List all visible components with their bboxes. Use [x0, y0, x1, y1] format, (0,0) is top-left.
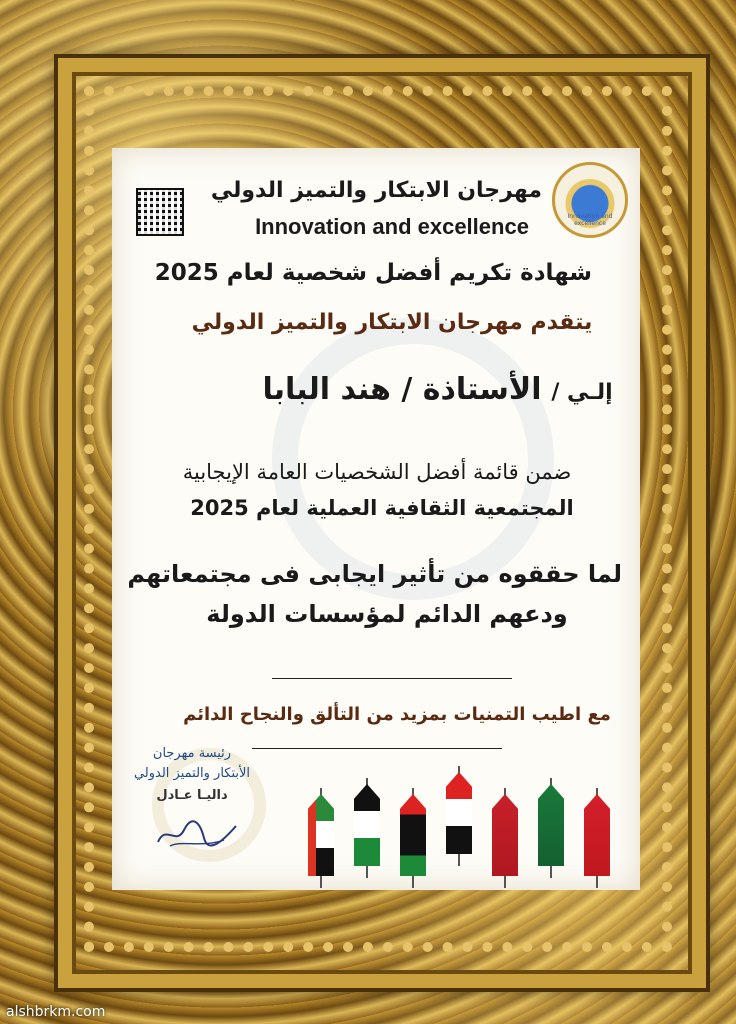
divider-bottom [252, 748, 502, 749]
recipient-prefix: إلـي / [551, 380, 613, 405]
saudi-flag [538, 784, 564, 866]
tunisia-flag [584, 794, 610, 876]
egypt-flag [446, 772, 472, 854]
body-line-1: ضمن قائمة أفضل الشخصيات العامة الإيجابية [182, 460, 572, 484]
libya-flag [400, 794, 426, 876]
festival-name-ar: مهرجان الابتكار والتميز الدولي [210, 178, 542, 203]
signer-title-2: الأبتكار والتميز الدولي [133, 766, 251, 781]
festival-name-en: Innovation and excellence [255, 214, 529, 239]
presenter-line: يتقدم مهرجان الابتكار والتميز الدولي [191, 310, 593, 335]
certificate-title: شهادة تكريم أفضل شخصية لعام 2025 [154, 260, 592, 286]
qr-code-icon [136, 188, 184, 236]
handwritten-signature [152, 812, 242, 852]
jordan-flag [354, 784, 380, 866]
reason-line-1: لما حققوه من تأثير ايجابى فى مجتمعاتهم [127, 560, 622, 588]
certificate-paper [112, 148, 640, 890]
seal-watermark [272, 318, 554, 600]
divider-top [272, 678, 512, 679]
site-watermark: alshbrkm.com [6, 1004, 106, 1020]
festival-logo [552, 162, 628, 238]
recipient-name: الأستاذة / هند البابا [262, 372, 542, 407]
signer-title-1: رئيسة مهرجان [152, 746, 232, 761]
logo-caption: Innovation and excellence [567, 213, 613, 227]
wishes-line: مع اطيب التمنيات بمزيد من التألق والنجاح الدائم [183, 704, 611, 725]
reason-line-2: ودعهم الدائم لمؤسسات الدولة [206, 600, 568, 628]
morocco-flag [492, 794, 518, 876]
signer-name: داليـا عـادل [156, 788, 228, 803]
uae-flag [308, 794, 334, 876]
body-line-2: المجتمعية الثقافية العملية لعام 2025 [190, 496, 574, 520]
